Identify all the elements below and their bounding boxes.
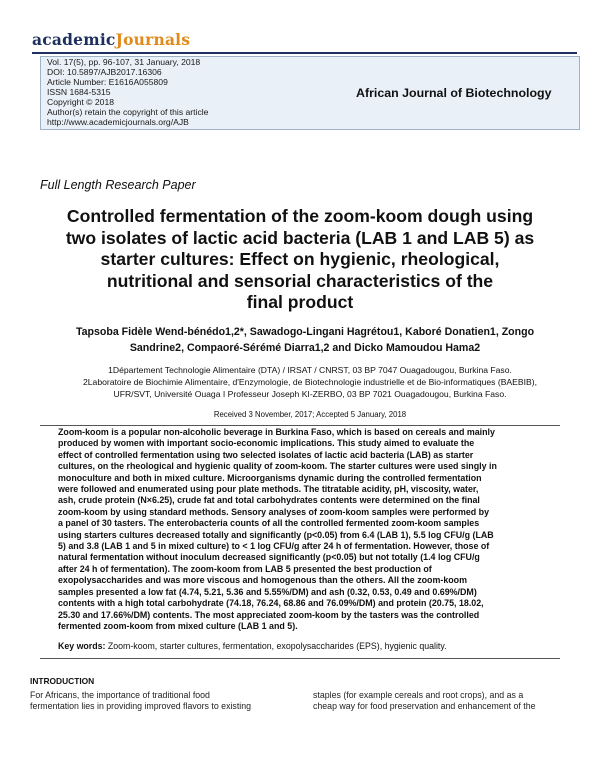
keywords [58, 641, 558, 651]
abstract-line: 25.30 and 17.66%/DM) contents. The most appreciated zoom-koom by the tasters was the controlled [58, 609, 480, 620]
intro-line: fermentation lies in providing improved flavors to existing [30, 701, 252, 712]
meta-issn: ISSN 1684-5315 [47, 87, 111, 97]
meta-copyright: Copyright © 2018 [47, 97, 115, 107]
meta-article-number: Article Number: E1616A055809 [47, 77, 168, 87]
intro-column-left [30, 690, 298, 713]
abstract-line: ash, crude protein (N×6.25), crude fat and total carbohydrates contents were determined on the final [58, 495, 480, 506]
journal-name: African Journal of Biotechnology [356, 86, 552, 100]
authors-line: Tapsoba Fidèle Wend-bénédo1,2*, Sawadogo-Lingani Hagrétou1, Kaboré Donatien1, Zongo [75, 326, 535, 338]
abstract-line: effect of controlled fermentation using two selected isolates of lactic acid bacteria (LAB) as starter [58, 449, 474, 460]
affiliations [40, 364, 580, 401]
intro-line: staples (for example cereals and root crops), and as a [313, 690, 524, 700]
meta-rights: Author(s) retain the copyright of this article [47, 107, 209, 117]
header-divider [32, 52, 577, 54]
abstract-line: samples presented a low fat (4.74, 5.21, 5.36 and 5.55%/DM) and ash (0.32, 0.53, 0.49 and 0.69%/DM) [58, 586, 477, 597]
paper-title [30, 206, 570, 314]
abstract-line: 5) and 3.8 (LAB 1 and 5 in mixed culture) to < 1 log CFU/g after 24 h of fermentation. However, those of [58, 541, 490, 552]
title-line: Controlled fermentation of the zoom-koom dough using [66, 206, 534, 226]
abstract-line: fermented zoom-koom from mixed culture (LAB 1 and 5). [58, 620, 298, 631]
keywords-text: Zoom-koom, starter cultures, fermentation, exopolysaccharides (EPS), hygienic quality. [107, 641, 447, 651]
author-list [50, 325, 560, 356]
abstract-line: using starters cultures decreased totally and significantly (p<0.05) from 6.4 (LAB 1), 5.5 log CFU/g (LAB [58, 529, 494, 540]
abstract-line: zoom-koom by using standard methods. Sensory analyses of zoom-koom samples were performed by [58, 506, 490, 517]
affiliation-line: UFR/SVT, Université Ouaga I Professeur Joseph KI-ZERBO, 03 BP 7021 Ouagadougou, Burkina Faso. [113, 389, 507, 400]
authors-line: Sandrine2, Compaoré-Sérémé Diarra1,2 and Dicko Mamoudou Hama2 [129, 341, 481, 354]
received-date: Received 3 November, 2017; Accepted 5 January, 2018 [213, 410, 407, 419]
abstract-line: produced by women with important socio-economic implications. This study aimed to evaluate the [58, 438, 475, 449]
abstract-line: exopolysaccharides and was more viscous and homogenous than the others. All the zoom-koom [58, 575, 467, 586]
intro-column-right [313, 690, 575, 713]
publisher-logo [32, 30, 190, 49]
article-meta [47, 57, 208, 127]
logo-journals-text: Journals [115, 30, 191, 49]
section-heading-introduction: INTRODUCTION [30, 676, 95, 686]
abstract-line: after 24 h of fermentation). The zoom-koom from LAB 5 presented the best production of [58, 563, 432, 574]
abstract-line: contents with a high total carbohydrate (74.18, 76.24, 68.86 and 76.09%/DM) and protein (20.75, 18.02, [58, 598, 484, 609]
intro-line: cheap way for food preservation and enhancement of the [313, 701, 536, 712]
abstract-line: monoculture and both in mixed culture. Microorganisms dynamic during the controlled fermentation [58, 472, 482, 483]
abstract-line: were followed and enumerated using pour plate methods. The titratable acidity, pH, viscosity, water, [58, 484, 479, 495]
meta-doi: DOI: 10.5897/AJB2017.16306 [47, 67, 162, 77]
abstract-line: Zoom-koom is a popular non-alcoholic beverage in Burkina Faso, which is based on cereals and mainly [58, 427, 495, 437]
title-line: two isolates of lactic acid bacteria (LAB 1 and LAB 5) as [65, 227, 535, 248]
title-line: starter cultures: Effect on hygienic, rheological, [100, 249, 500, 270]
meta-url[interactable]: http://www.academicjournals.org/AJB [47, 117, 189, 127]
logo-academic-text: academic [32, 30, 116, 49]
meta-volume: Vol. 17(5), pp. 96-107, 31 January, 2018 [47, 57, 201, 67]
paper-type: Full Length Research Paper [40, 178, 196, 192]
abstract-line: cultures, on the rheological and hygienic quality of zoom-koom. The starter cultures were used singly in [58, 461, 497, 472]
keywords-label: Key words: [58, 641, 106, 651]
title-line: nutritional and sensorial characteristics of the [106, 270, 494, 291]
abstract-bottom-rule [40, 658, 560, 659]
title-line: final product [246, 292, 354, 313]
abstract-line: a panel of 30 tasters. The enterobacteria counts of all the controlled fermented zoom-koom samples [58, 518, 480, 529]
intro-line: For Africans, the importance of traditional food [30, 690, 210, 700]
abstract-line: natural fermentation without inoculum decreased significantly (p<0.05) but not totally (1.4 log CFU/g [58, 552, 480, 563]
abstract [58, 427, 550, 632]
abstract-top-rule [40, 425, 560, 426]
affiliation-line: 1Département Technologie Alimentaire (DTA) / IRSAT / CNRST, 03 BP 7047 Ouagadougou, Burkina Faso. [108, 365, 512, 375]
affiliation-line: 2Laboratoire de Biochimie Alimentaire, d'Enzymologie, de Biotechnologie industrielle et de Bio-informatiques (BAEBIB), [82, 377, 537, 388]
